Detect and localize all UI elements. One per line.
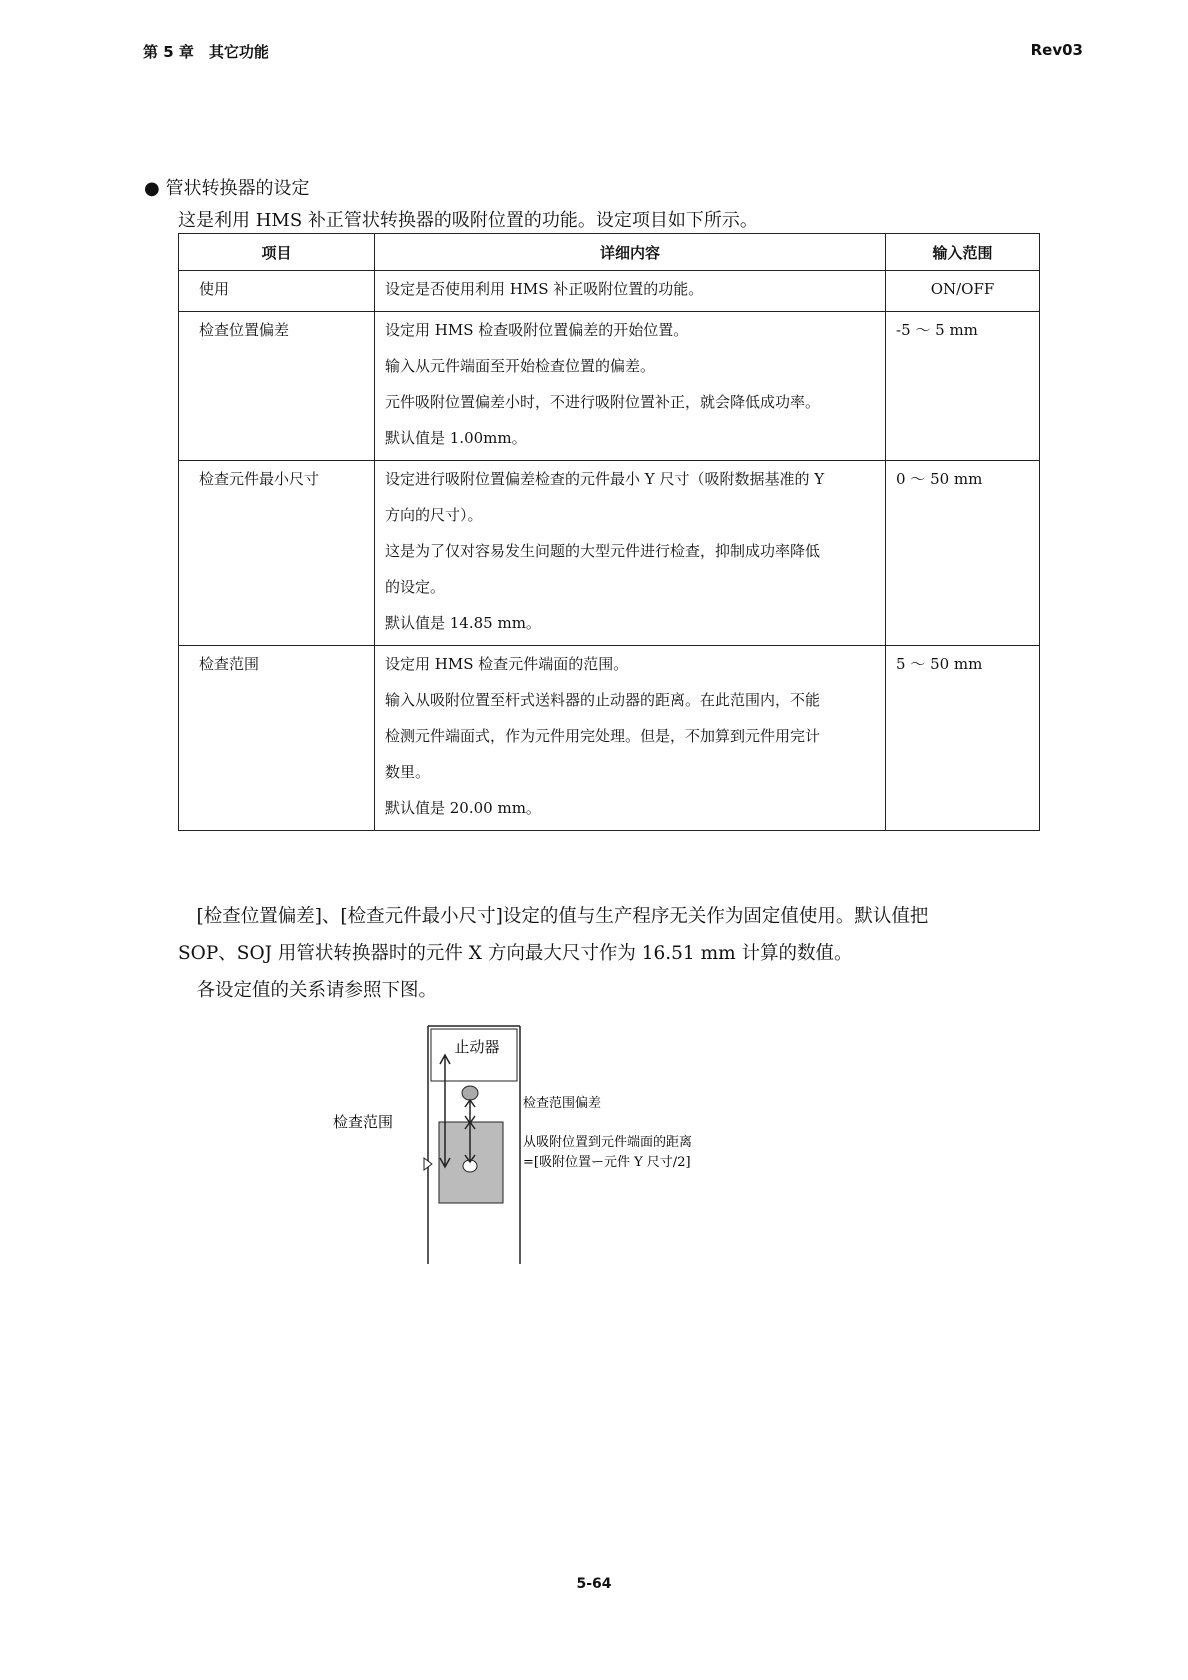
detail-line: 输入从吸附位置至杆式送料器的止动器的距离。在此范围内，不能 <box>385 691 821 709</box>
range-label: 检查范围 <box>333 1113 394 1131</box>
range-cell: ON/OFF <box>886 271 1040 312</box>
detail-line: 设定用 HMS 检查元件端面的范围。 <box>385 655 629 673</box>
col-header: 输入范围 <box>886 234 1040 271</box>
col-header: 项目 <box>179 234 375 271</box>
item-cell: 检查范围 <box>179 646 375 831</box>
formula-label: =[吸附位置ー元件 Y 尺寸/2] <box>523 1155 691 1170</box>
detail-line: 方向的尺寸）。 <box>385 506 483 524</box>
detail-line: 输入从元件端面至开始检查位置的偏差。 <box>385 357 656 375</box>
para-line: [检查位置偏差]、[检查元件最小尺寸]设定的值与生产程序无关作为固定值使用。默认值把 <box>178 906 929 927</box>
range-cell: 5 ～ 50 mm <box>886 646 1040 831</box>
detail-line: 默认值是 20.00 mm。 <box>385 799 541 817</box>
detail-line: 设定进行吸附位置偏差检查的元件最小 Y 尺寸（吸附数据基准的 Y <box>385 470 825 488</box>
offset-marker <box>462 1086 478 1100</box>
stopper-label: 止动器 <box>454 1038 500 1056</box>
detail-line: 元件吸附位置偏差小时，不进行吸附位置补正，就会降低成功率。 <box>385 393 821 411</box>
col-header: 详细内容 <box>375 234 886 271</box>
page-number: 5-64 <box>576 1576 612 1592</box>
para-line: SOP、SOJ 用管状转换器时的元件 X 方向最大尺寸作为 16.51 mm 计算的数值。 <box>178 943 853 964</box>
detail-line: 这是为了仅对容易发生问题的大型元件进行检查，抑制成功率降低 <box>385 542 821 560</box>
item-cell: 检查位置偏差 <box>179 312 375 461</box>
para-line: 各设定值的关系请参照下图。 <box>178 980 438 1001</box>
bullet-icon: ● <box>144 178 160 199</box>
item-cell: 检查元件最小尺寸 <box>179 461 375 646</box>
detail-line: 设定是否使用利用 HMS 补正吸附位置的功能。 <box>385 280 704 298</box>
item-cell: 使用 <box>179 271 375 312</box>
detail-line: 默认值是 1.00mm。 <box>385 429 527 447</box>
offset-label: 检查范围偏差 <box>523 1096 602 1111</box>
intro-text: 这是利用 HMS 补正管状转换器的吸附位置的功能。设定项目如下所示。 <box>178 210 758 231</box>
detail-line: 检测元件端面式，作为元件用完处理。但是，不加算到元件用完计 <box>385 727 821 745</box>
section-title: 管状转换器的设定 <box>165 178 310 199</box>
detail-line: 设定用 HMS 检查吸附位置偏差的开始位置。 <box>385 321 689 339</box>
distance-label: 从吸附位置到元件端面的距离 <box>523 1135 693 1150</box>
chapter-header: 第 5 章 其它功能 <box>143 43 269 61</box>
range-cell: 0 ～ 50 mm <box>886 461 1040 646</box>
detail-line: 数里。 <box>385 763 431 781</box>
range-cell: -5 ～ 5 mm <box>886 312 1040 461</box>
detail-line: 的设定。 <box>385 578 446 596</box>
detail-line: 默认值是 14.85 mm。 <box>385 614 541 632</box>
revision-label: Rev03 <box>1030 41 1083 59</box>
